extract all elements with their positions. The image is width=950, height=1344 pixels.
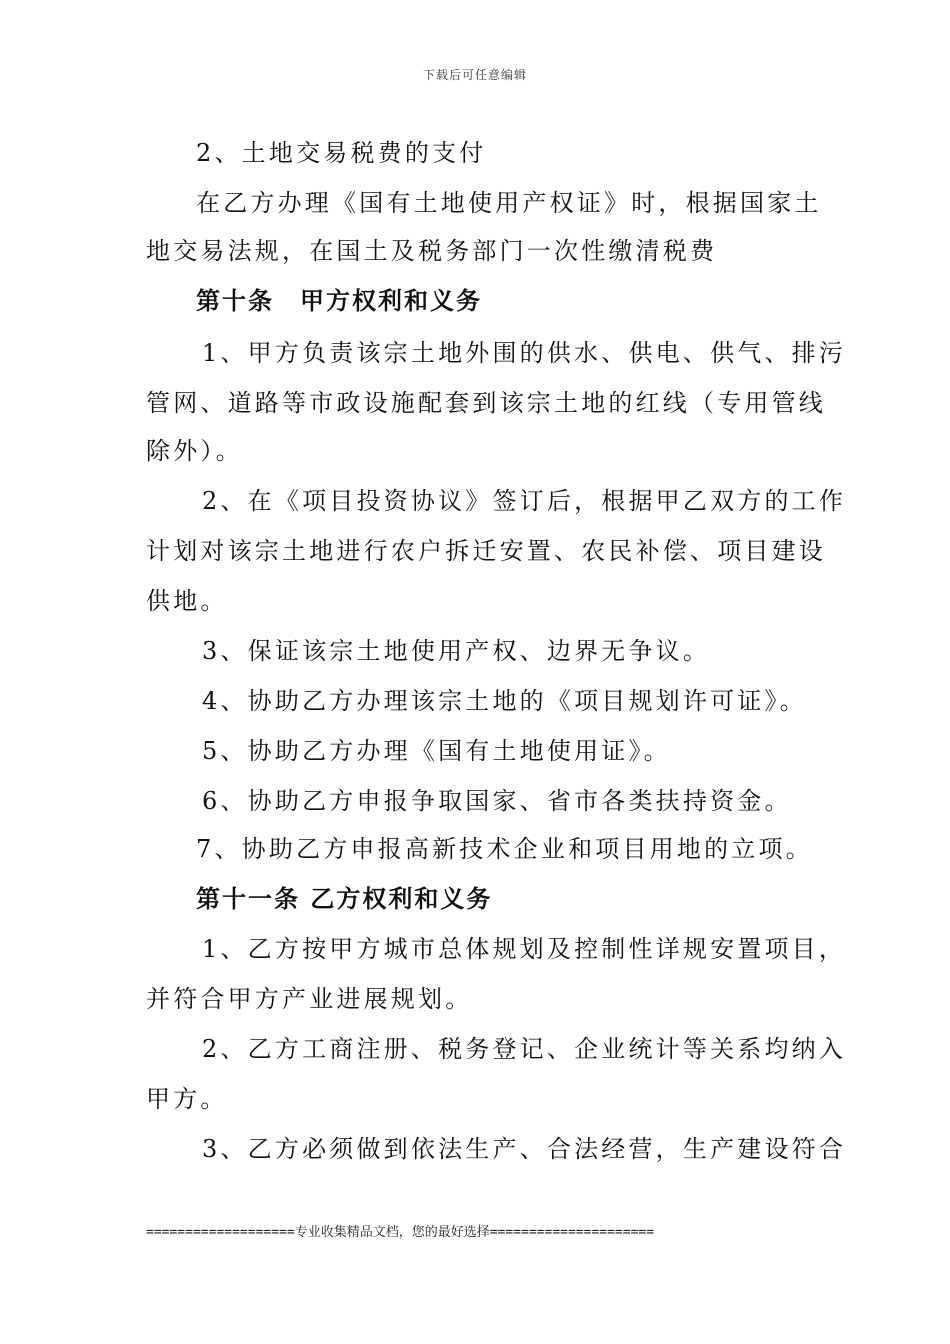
paragraph-line: 7、协助乙方申报高新技术企业和项目用地的立项。: [196, 835, 813, 863]
paragraph-line: 并符合甲方产业进展规划。: [146, 985, 473, 1013]
page-header-note: 下载后可任意编辑: [422, 68, 527, 82]
paragraph-line: 4、协助乙方办理该宗土地的《项目规划许可证》。: [202, 687, 807, 715]
section-heading-article-11: 第十一条 乙方权利和义务: [196, 885, 493, 913]
paragraph-line: 3、乙方必须做到依法生产、合法经营，生产建设符合: [202, 1135, 847, 1163]
paragraph-line: 3、保证该宗土地使用产权、边界无争议。: [202, 637, 711, 665]
paragraph-line: 除外）。: [146, 437, 243, 465]
paragraph-line: 甲方。: [146, 1085, 228, 1113]
paragraph-line: 供地。: [146, 587, 228, 615]
paragraph-line: 计划对该宗土地进行农户拆迁安置、农民补偿、项目建设: [146, 537, 826, 565]
paragraph-line: 在乙方办理《国有土地使用产权证》时，根据国家土: [196, 189, 822, 217]
section-heading-article-10: 第十条 甲方权利和义务: [196, 287, 482, 315]
paragraph-line: 6、协助乙方申报争取国家、省市各类扶持资金。: [202, 787, 792, 815]
page-footer-note: ===================专业收集精品文档，您的最好选择=====================: [146, 1225, 655, 1240]
paragraph-line: 2、土地交易税费的支付: [196, 139, 487, 167]
paragraph-line: 5、协助乙方办理《国有土地使用证》。: [202, 737, 671, 765]
paragraph-line: 管网、道路等市政设施配套到该宗土地的红线（专用管线: [146, 389, 826, 417]
paragraph-line: 1、乙方按甲方城市总体规划及控制性详规安置项目，: [202, 935, 847, 963]
paragraph-line: 2、乙方工商注册、税务登记、企业统计等关系均纳入: [202, 1035, 847, 1063]
paragraph-line: 1、甲方负责该宗土地外围的供水、供电、供气、排污: [202, 339, 847, 367]
paragraph-line: 地交易法规，在国土及税务部门一次性缴清税费: [146, 237, 718, 265]
paragraph-line: 2、在《项目投资协议》签订后，根据甲乙双方的工作: [202, 487, 847, 515]
